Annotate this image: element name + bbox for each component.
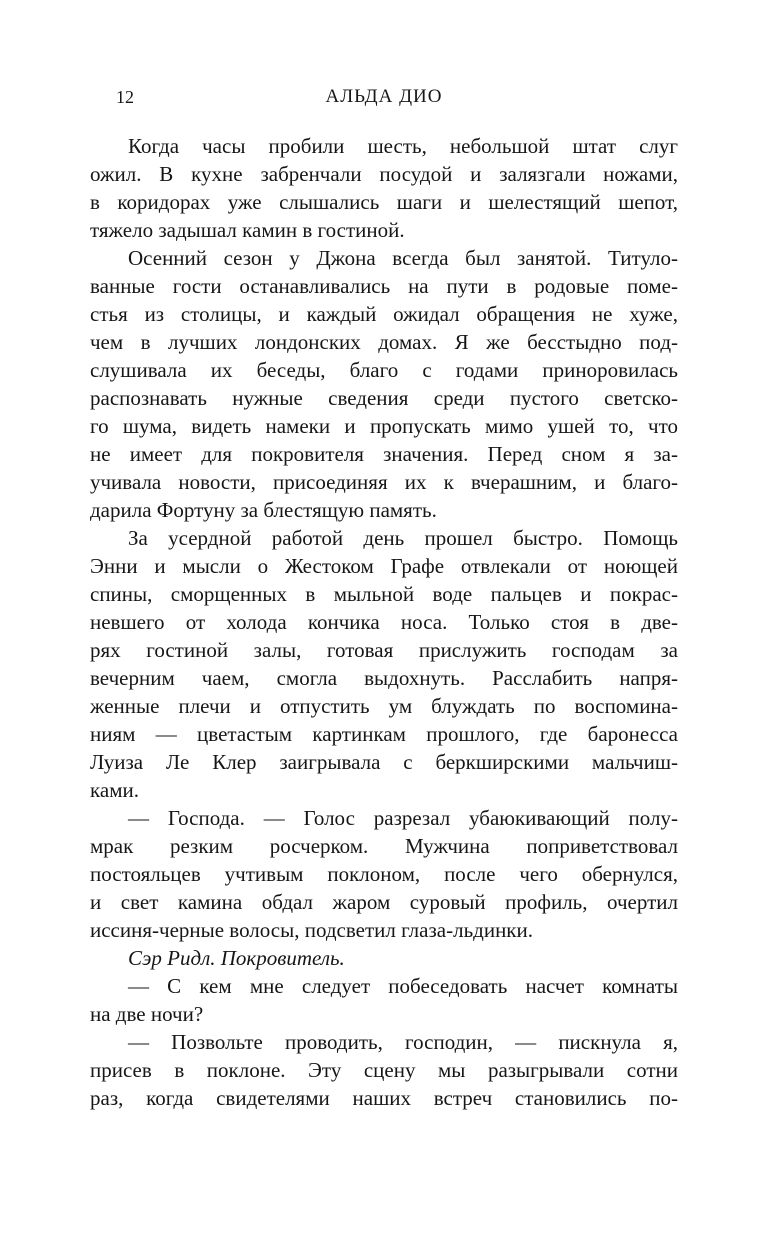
text-line: За усердной работой день прошел быстро. Помощь [128, 526, 678, 550]
text-line: дарила Фортуну за блестящую память. [90, 498, 437, 522]
text-line: постояльцев учтивым поклоном, после чего обернулся, [90, 862, 678, 886]
paragraph [90, 944, 678, 972]
text-line: — Позвольте проводить, господин, — пискнула я, [128, 1030, 678, 1054]
paragraph [90, 972, 678, 1028]
text-line: вечерним чаем, смогла выдохнуть. Расслабить напря- [90, 666, 678, 690]
text-line: ванные гости останавливались на пути в родовые поме- [90, 274, 678, 298]
text-line: Энни и мысли о Жестоком Графе отвлекали от ноющей [90, 554, 678, 578]
text-line: — Господа. — Голос разрезал убаюкивающий полу- [128, 806, 678, 830]
paragraph [90, 1028, 678, 1112]
text-line: Луиза Ле Клер заигрывала с беркширскими мальчиш- [90, 750, 678, 774]
text-line: рях гостиной залы, готовая прислужить господам за [90, 638, 678, 662]
text-line: ками. [90, 778, 139, 802]
paragraph [90, 524, 678, 804]
text-line: ниям — цветастым картинкам прошлого, где баронесса [90, 722, 678, 746]
page-header [90, 86, 678, 110]
text-line: — С кем мне следует побеседовать насчет комнаты [128, 974, 678, 998]
text-line: присев в поклоне. Эту сцену мы разыгрывали сотни [90, 1058, 678, 1082]
text-line: Осенний сезон у Джона всегда был занятой. Титуло- [128, 246, 678, 270]
text-line: Сэр Ридл. Покровитель. [128, 946, 345, 970]
text-line: и свет камина обдал жаром суровый профиль, очертил [90, 890, 678, 914]
text-line: ожил. В кухне забренчали посудой и залязгали ножами, [90, 162, 678, 186]
text-line: тяжело задышал камин в гостиной. [90, 218, 405, 242]
text-line: учивала новости, присоединяя их к вчерашним, и благо- [90, 470, 678, 494]
text-line: слушивала их беседы, благо с годами приноровилась [90, 358, 678, 382]
text-line: спины, сморщенных в мыльной воде пальцев и покрас- [90, 582, 678, 606]
page-body [90, 132, 678, 1112]
text-line: чем в лучших лондонских домах. Я же бесстыдно под- [90, 330, 678, 354]
text-line: на две ночи? [90, 1002, 204, 1026]
text-line: женные плечи и отпустить ум блуждать по воспомина- [90, 694, 678, 718]
page-number: 12 [116, 87, 134, 107]
paragraph [90, 804, 678, 944]
paragraph [90, 244, 678, 524]
text-line: не имеет для покровителя значения. Перед сном я за- [90, 442, 678, 466]
text-line: Когда часы пробили шесть, небольшой штат слуг [128, 134, 678, 158]
text-line: стья из столицы, и каждый ожидал обращения не хуже, [90, 302, 678, 326]
running-title: АЛЬДА ДИО [325, 86, 443, 107]
text-line: раз, когда свидетелями наших встреч становились по- [90, 1086, 678, 1110]
paragraph [90, 132, 678, 244]
text-line: распознавать нужные сведения среди пустого светско- [90, 386, 678, 410]
text-line: невшего от холода кончика носа. Только стоя в две- [90, 610, 678, 634]
text-line: мрак резким росчерком. Мужчина поприветствовал [90, 834, 678, 858]
text-line: иссиня-черные волосы, подсветил глаза-льдинки. [90, 918, 533, 942]
text-line: в коридорах уже слышались шаги и шелестящий шепот, [90, 190, 678, 214]
text-line: го шума, видеть намеки и пропускать мимо ушей то, что [90, 414, 678, 438]
